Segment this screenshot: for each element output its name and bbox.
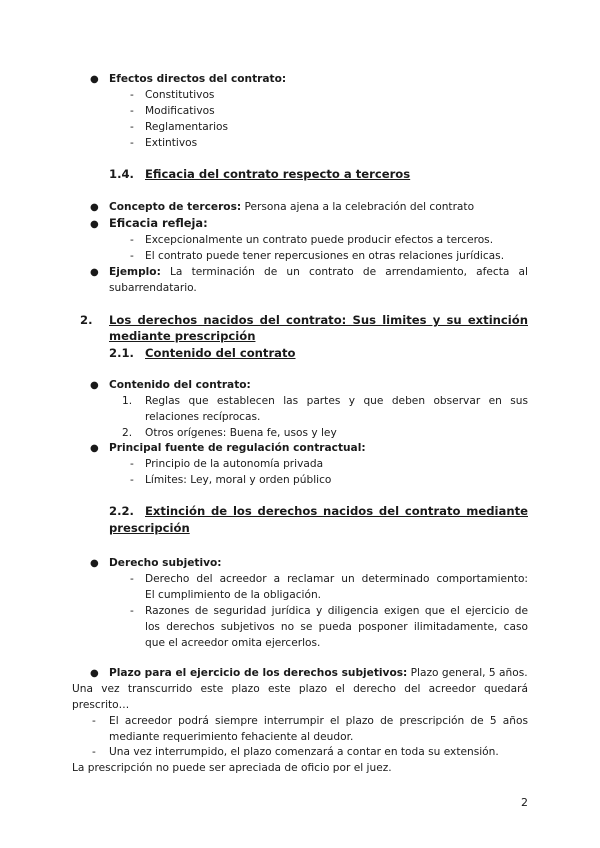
bullet-icon: ●: [90, 443, 99, 454]
fuente-item: Límites: Ley, moral y orden público: [145, 474, 332, 486]
bullet-icon: ●: [90, 202, 99, 213]
section-heading: Extinción de los derechos nacidos del contrato mediante: [145, 504, 528, 518]
section-heading: Los derechos nacidos del contrato: Sus limites y su extinción: [109, 313, 528, 327]
plazo-paragraph-line2: prescrito…: [72, 699, 130, 711]
section-number: 2.2.: [109, 504, 134, 518]
fuente-title: Principal fuente de regulación contractual:: [109, 442, 366, 454]
contenido-item: Reglas que establecen las partes y que deben observar en sus: [145, 395, 528, 407]
dash-icon: -: [130, 89, 134, 101]
plazo-paragraph: Una vez transcurrido este plazo este plazo el derecho del acreedor quedará: [72, 683, 528, 695]
dash-icon: -: [130, 605, 134, 617]
efectos-item: Extintivos: [145, 137, 198, 149]
plazo-final: La prescripción no puede ser apreciada de oficio por el juez.: [72, 762, 392, 774]
terceros-label: Concepto de terceros:: [109, 201, 242, 213]
subjetivo-item-line2: los derechos subjetivos no se pueda posponer ilimitadamente, caso: [145, 621, 528, 633]
terceros-line: [109, 200, 474, 215]
efectos-item: Modificativos: [145, 105, 215, 117]
subjetivo-item: Razones de seguridad jurídica y diligencia exigen que el ejercicio de: [145, 605, 528, 617]
efectos-title: Efectos directos del contrato:: [109, 73, 287, 85]
subjetivo-item-line3: que el acreedor omita ejercerlos.: [145, 637, 321, 649]
dash-icon: -: [92, 746, 96, 758]
bullet-icon: ●: [90, 267, 99, 278]
dash-icon: -: [130, 250, 134, 262]
refleja-item: Excepcionalmente un contrato puede producir efectos a terceros.: [145, 234, 494, 246]
dash-icon: -: [130, 458, 134, 470]
ejemplo-line2: subarrendatario.: [109, 282, 197, 294]
ejemplo-line: [109, 265, 528, 280]
list-number: 2.: [122, 427, 133, 439]
terceros-text: Persona ajena a la celebración del contrato: [241, 201, 475, 213]
dash-icon: -: [92, 715, 96, 727]
refleja-item: El contrato puede tener repercusiones en otras relaciones jurídicas.: [145, 250, 505, 262]
subjetivo-item: Derecho del acreedor a reclamar un determinado comportamiento:: [145, 573, 528, 585]
dash-icon: -: [130, 573, 134, 585]
plazo-item-line2: mediante requerimiento fehaciente al deudor.: [109, 731, 354, 743]
fuente-item: Principio de la autonomía privada: [145, 458, 324, 470]
dash-icon: -: [130, 474, 134, 486]
dash-icon: -: [130, 234, 134, 246]
bullet-icon: ●: [90, 668, 99, 679]
dash-icon: -: [130, 121, 134, 133]
bullet-icon: ●: [90, 219, 99, 230]
dash-icon: -: [130, 105, 134, 117]
ejemplo-text: La terminación de un contrato de arrendamiento, afecta al: [160, 266, 528, 278]
section-heading-line2: prescripción: [109, 521, 190, 535]
plazo-label: Plazo para el ejercicio de los derechos subjetivos:: [109, 667, 408, 679]
section-number: 1.4.: [109, 167, 134, 181]
contenido-title: Contenido del contrato:: [109, 379, 251, 391]
plazo-text: Plazo general, 5 años.: [407, 667, 528, 679]
bullet-icon: ●: [90, 380, 99, 391]
bullet-icon: ●: [90, 74, 99, 85]
bullet-icon: ●: [90, 558, 99, 569]
contenido-item-line2: relaciones recíprocas.: [145, 411, 261, 423]
dash-icon: -: [130, 137, 134, 149]
plazo-item: El acreedor podrá siempre interrumpir el plazo de prescripción de 5 años: [109, 715, 528, 727]
page-number: 2: [521, 796, 528, 809]
subjetivo-item-line2: El cumplimiento de la obligación.: [145, 589, 322, 601]
section-heading: Contenido del contrato: [145, 346, 296, 360]
section-heading: Eficacia del contrato respecto a terceros: [145, 167, 411, 181]
efectos-item: Constitutivos: [145, 89, 215, 101]
contenido-item: Otros orígenes: Buena fe, usos y ley: [145, 427, 337, 439]
efectos-item: Reglamentarios: [145, 121, 229, 133]
ejemplo-label: Ejemplo:: [109, 266, 161, 278]
section-number: 2.1.: [109, 346, 134, 360]
subjetivo-title: Derecho subjetivo:: [109, 557, 222, 569]
refleja-title: Eficacia refleja:: [109, 216, 208, 230]
section-heading-line2: mediante prescripción: [109, 329, 256, 343]
plazo-item: Una vez interrumpido, el plazo comenzará a contar en toda su extensión.: [109, 746, 499, 758]
plazo-line: [109, 666, 528, 681]
list-number: 1.: [122, 395, 133, 407]
section-number: 2.: [80, 313, 93, 327]
